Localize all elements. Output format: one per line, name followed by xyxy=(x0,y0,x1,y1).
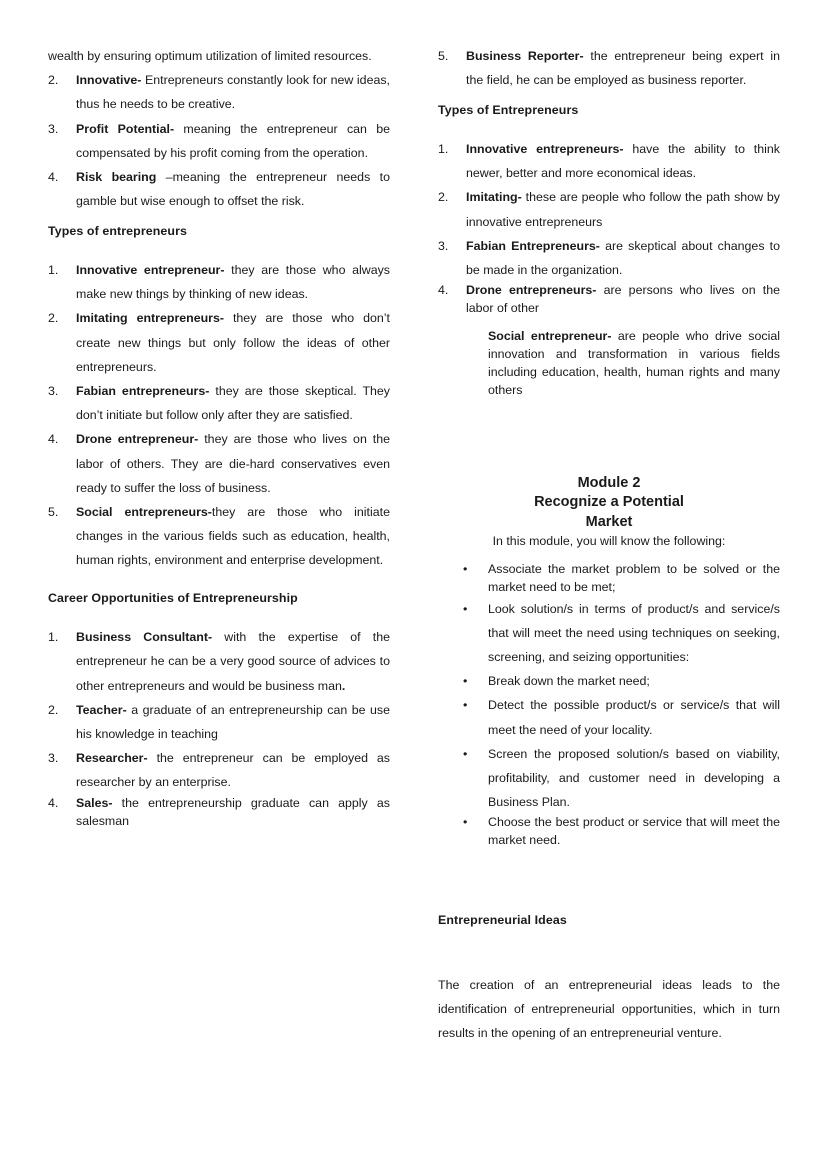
list-item xyxy=(438,185,780,233)
list-marker: 3. xyxy=(48,121,59,136)
right-column xyxy=(438,44,780,1046)
bullet-icon: • xyxy=(463,674,468,689)
list-item xyxy=(48,165,390,213)
list-item-text: Entrepreneurs constantly look for new ideas, thus he needs to be creative. xyxy=(76,73,390,112)
bullet-icon: • xyxy=(463,601,468,616)
list-item-text: Choose the best product or service that will meet the market need. xyxy=(488,815,780,848)
bullet-icon: • xyxy=(463,746,468,761)
list-item-term: Fabian entrepreneurs- xyxy=(76,383,210,398)
list-item-term: Social entrepreneurs- xyxy=(76,504,212,519)
list-marker: 4. xyxy=(48,795,59,810)
list-item-term: Risk bearing xyxy=(76,169,166,184)
list-item xyxy=(48,746,390,794)
traits-list xyxy=(48,68,390,213)
list-item-text: they are those who initiate changes in the various fields such as education, health, human rights, environment and enterprise development. xyxy=(76,504,390,568)
continued-paragraph: wealth by ensuring optimum utilization of limited resources. xyxy=(48,49,372,63)
list-item xyxy=(438,561,780,597)
list-item-text: the entrepreneur can be employed as researcher by an enterprise. xyxy=(76,751,390,790)
heading-entrepreneurial-ideas: Entrepreneurial Ideas xyxy=(438,913,567,928)
list-marker: 1. xyxy=(48,630,59,645)
bullet-icon: • xyxy=(463,815,468,830)
list-item xyxy=(48,68,390,116)
list-item-text: the entrepreneurship graduate can apply as salesman xyxy=(76,795,390,828)
list-marker: 4. xyxy=(48,432,59,447)
list-marker: 5. xyxy=(48,504,59,519)
list-item-text: Detect the possible product/s or service/s that will meet the need of your locality. xyxy=(488,698,780,737)
social-entrepreneur-paragraph xyxy=(488,328,780,400)
career-list xyxy=(48,625,390,830)
list-item-term: Sales- xyxy=(76,795,113,810)
list-item xyxy=(48,795,390,831)
list-item-text: Look solution/s in terms of product/s and service/s that will meet the need using techniques on seeking, screening, and seizing opportunities: xyxy=(488,601,780,664)
list-marker: 2. xyxy=(438,190,449,205)
list-item xyxy=(48,258,390,306)
list-item xyxy=(438,693,780,741)
career-list-continued xyxy=(438,44,780,92)
list-marker: 3. xyxy=(438,238,449,253)
module-objectives-list xyxy=(438,561,780,851)
list-item-term: Researcher- xyxy=(76,751,148,766)
list-item-text: Associate the market problem to be solved or the market need to be met; xyxy=(488,561,780,594)
list-item-term: Teacher- xyxy=(76,702,127,717)
list-marker: 2. xyxy=(48,311,59,326)
left-column xyxy=(48,44,390,831)
list-item xyxy=(438,282,780,318)
list-item xyxy=(438,742,780,815)
module-title-line3: Market xyxy=(585,513,633,530)
module-intro: In this module, you will know the following: xyxy=(492,533,726,548)
list-item-text: have the ability to think newer, better and more economical ideas. xyxy=(466,142,780,181)
list-item-term: Innovative entrepreneur- xyxy=(76,263,225,278)
list-item xyxy=(438,137,780,185)
list-item-term: Innovative- xyxy=(76,73,142,88)
list-item xyxy=(438,44,780,92)
list-marker: 5. xyxy=(438,49,449,63)
list-item-text: a graduate of an entrepreneurship can be use his knowledge in teaching xyxy=(76,702,390,741)
list-item-text: they are those who lives on the labor of others. They are die-hard conservatives even ready to suffer the loss of business. xyxy=(76,432,390,495)
list-item xyxy=(48,379,390,427)
list-item-text: with the expertise of the entrepreneur he can be a very good source of advices to other entrepreneurs and would be business man xyxy=(76,630,390,693)
list-item xyxy=(438,597,780,670)
list-item-text: these are people who follow the path show by innovative entrepreneurs xyxy=(466,190,780,229)
list-item-text: they are those who don’t create new things but only follow the ideas of other entrepreneurs. xyxy=(76,311,390,374)
list-item-text: are skeptical about changes to be made in the organization. xyxy=(466,238,781,278)
bullet-icon: • xyxy=(463,698,468,713)
list-item-term: Business Reporter- xyxy=(466,49,584,63)
list-marker: 2. xyxy=(48,702,59,717)
list-item-term: Drone entrepreneurs- xyxy=(466,283,597,298)
list-item xyxy=(48,500,390,573)
list-item-term: Profit Potential- xyxy=(76,121,175,136)
list-item-text: the entrepreneur being expert in the field, he can be employed as business reporter. xyxy=(466,49,780,88)
list-marker: 4. xyxy=(48,169,59,184)
list-item xyxy=(48,625,390,698)
social-entrepreneur-text: are people who drive social innovation and transformation in various fields including education, health, human rights and many others xyxy=(488,329,780,398)
heading-types-of-entrepreneurs-right: Types of Entrepreneurs xyxy=(438,103,579,118)
entrepreneurial-ideas-paragraph: The creation of an entrepreneurial ideas leads to the identification of entrepreneurial opportunities, which in turn results in the opening of an entrepreneurial venture. xyxy=(438,977,780,1041)
list-marker: 3. xyxy=(48,383,59,398)
types-list xyxy=(48,258,390,572)
list-item-term: Imitating entrepreneurs- xyxy=(76,311,225,326)
list-marker: 1. xyxy=(48,263,59,278)
module-title-line1: Module 2 xyxy=(577,475,641,492)
list-item xyxy=(48,698,390,746)
types-list-right xyxy=(438,137,780,318)
list-marker: 3. xyxy=(48,751,59,766)
heading-types-of-entrepreneurs: Types of entrepreneurs xyxy=(48,224,187,239)
social-entrepreneur-term: Social entrepreneur- xyxy=(488,329,612,344)
list-item-text: Break down the market need; xyxy=(488,674,650,689)
list-item xyxy=(48,306,390,379)
list-item-term: Fabian Entrepreneurs- xyxy=(466,238,600,253)
list-item xyxy=(438,814,780,850)
list-item-term: Business Consultant- xyxy=(76,630,213,645)
heading-career-opportunities: Career Opportunities of Entrepreneurship xyxy=(48,591,298,606)
list-item-term: Imitating- xyxy=(466,190,522,205)
list-item-term: Innovative entrepreneurs- xyxy=(466,142,624,157)
list-item-text-bold-suffix: . xyxy=(341,678,346,693)
module-title-line2: Recognize a Potential xyxy=(534,494,684,511)
list-marker: 2. xyxy=(48,73,59,88)
list-marker: 4. xyxy=(438,283,449,298)
list-item-text: are persons who lives on the labor of other xyxy=(466,283,780,316)
list-item-term: Drone entrepreneur- xyxy=(76,432,199,447)
list-item-text: they are those skeptical. They don’t initiate but follow only after they are satisfied. xyxy=(76,383,391,423)
list-item xyxy=(48,427,390,500)
list-item-text: –meaning the entrepreneur needs to gamble but wise enough to offset the risk. xyxy=(76,169,390,209)
bullet-icon: • xyxy=(463,561,468,576)
list-item-text: meaning the entrepreneur can be compensated by his profit coming from the operation. xyxy=(76,121,390,160)
list-item-text: they are those who always make new things by thinking of new ideas. xyxy=(76,263,390,302)
list-marker: 1. xyxy=(438,142,449,157)
list-item xyxy=(438,669,780,693)
list-item-text: Screen the proposed solution/s based on viability, profitability, and customer need in developing a Business Plan. xyxy=(488,746,780,810)
list-item xyxy=(48,117,390,165)
list-item xyxy=(438,234,780,282)
